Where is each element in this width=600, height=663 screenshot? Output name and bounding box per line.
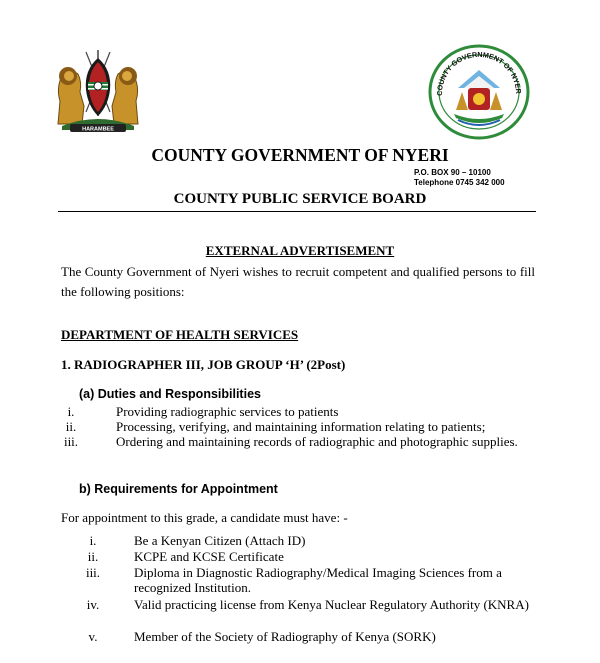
nyeri-county-seal-icon	[428, 44, 530, 140]
po-box: P.O. BOX 90 – 10100	[414, 168, 491, 177]
list-item-text: Valid practicing license from Kenya Nuclear Regulatory Authority (KNRA)	[134, 597, 529, 612]
list-item-text: Providing radiographic services to patients	[116, 404, 339, 419]
motto-text: HARAMBEE	[82, 126, 114, 133]
list-item-number: i.	[67, 404, 75, 419]
seal-text: COUNTY GOVERNMENT OF NYER	[434, 49, 524, 96]
list-item-text: Member of the Society of Radiography of Kenya (SORK)	[134, 629, 436, 644]
kenya-coat-of-arms-icon	[48, 46, 148, 134]
requirements-intro: For appointment to this grade, a candidate must have: -	[61, 510, 348, 525]
list-item-text: Ordering and maintaining records of radiographic and photographic supplies.	[116, 434, 518, 449]
header-divider	[58, 211, 536, 212]
list-item-number: i.	[89, 533, 97, 548]
page-title: COUNTY GOVERNMENT OF NYERI	[151, 145, 449, 165]
list-item-number: v.	[88, 629, 98, 644]
list-item-number: iii.	[85, 565, 101, 580]
position-heading: 1. RADIOGRAPHER III, JOB GROUP ‘H’ (2Post)	[61, 357, 346, 372]
advertisement-intro: The County Government of Nyeri wishes to recruit competent and qualified persons to fill the following positions:	[61, 264, 535, 299]
list-item-number: ii.	[87, 549, 99, 564]
duties-heading: (a) Duties and Responsibilities	[79, 387, 261, 401]
list-item-number: iii.	[63, 434, 79, 449]
requirements-heading: b) Requirements for Appointment	[79, 482, 278, 496]
telephone: Telephone 0745 342 000	[414, 178, 505, 187]
contact-block	[414, 168, 505, 188]
list-item-text: Diploma in Diagnostic Radiography/Medical Imaging Sciences from a recognized Institution.	[134, 565, 502, 595]
advertisement-title: EXTERNAL ADVERTISEMENT	[205, 243, 395, 258]
list-item-text: Be a Kenyan Citizen (Attach ID)	[134, 533, 306, 548]
board-title: COUNTY PUBLIC SERVICE BOARD	[173, 191, 427, 207]
list-item-text: KCPE and KCSE Certificate	[134, 549, 284, 564]
list-item-number: iv.	[86, 597, 100, 612]
list-item-number: ii.	[65, 419, 77, 434]
list-item-text: Processing, verifying, and maintaining information relating to patients;	[116, 419, 486, 434]
department-heading: DEPARTMENT OF HEALTH SERVICES	[61, 327, 299, 342]
